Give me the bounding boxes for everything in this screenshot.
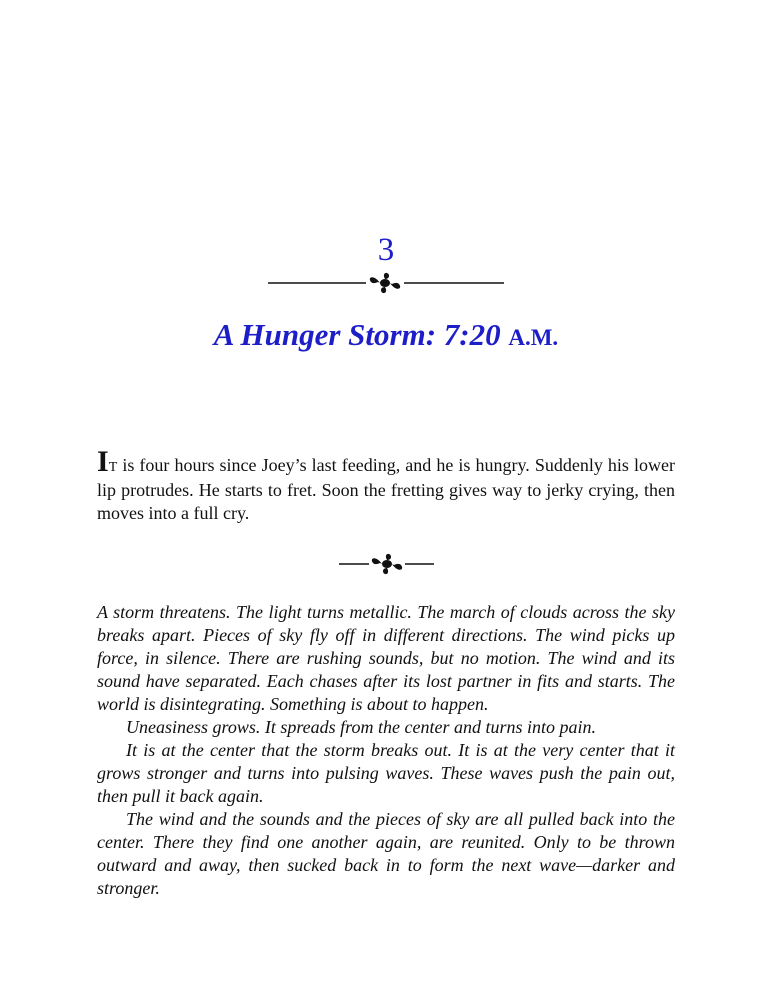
drop-cap: I — [97, 445, 109, 478]
small-caps-letter: T — [108, 460, 118, 475]
chapter-number: 3 — [377, 232, 395, 268]
storm-paragraph: It is at the center that the storm breaks out. It is at the very center that it grows stronger and turns into pulsing waves. These waves push the pain out, then pull it back again. — [97, 740, 675, 806]
storm-passage — [97, 601, 675, 900]
fleuron-icon — [339, 552, 434, 576]
chapter-title — [0, 316, 772, 357]
intro-paragraph — [97, 445, 675, 525]
chapter-title-main: A Hunger Storm: 7:20 — [213, 317, 501, 352]
fleuron-rule-icon — [268, 271, 504, 295]
chapter-title-suffix: A.M. — [508, 325, 559, 350]
intro-text: is four hours since Joey’s last feeding, and he is hungry. Suddenly his lower lip protrudes. He starts to fret. Soon the fretting gives way to jerky crying, then moves into a full cry. — [97, 455, 675, 523]
storm-paragraph: The wind and the sounds and the pieces of sky are all pulled back into the center. There they find one another again, are reunited. Only to be thrown outward and away, then sucked back in to form the next wave—darker and stronger. — [97, 809, 675, 898]
storm-paragraph: Uneasiness grows. It spreads from the center and turns into pain. — [126, 717, 596, 737]
storm-paragraph: A storm threatens. The light turns metallic. The march of clouds across the sky breaks apart. Pieces of sky fly off in different directions. The wind picks up force, in silence. There are rushing sounds, but no motion. The wind and its sound have separated. Each chases after its lost partner in fits and starts. The world is disintegrating. Something is about to happen. — [97, 602, 675, 714]
